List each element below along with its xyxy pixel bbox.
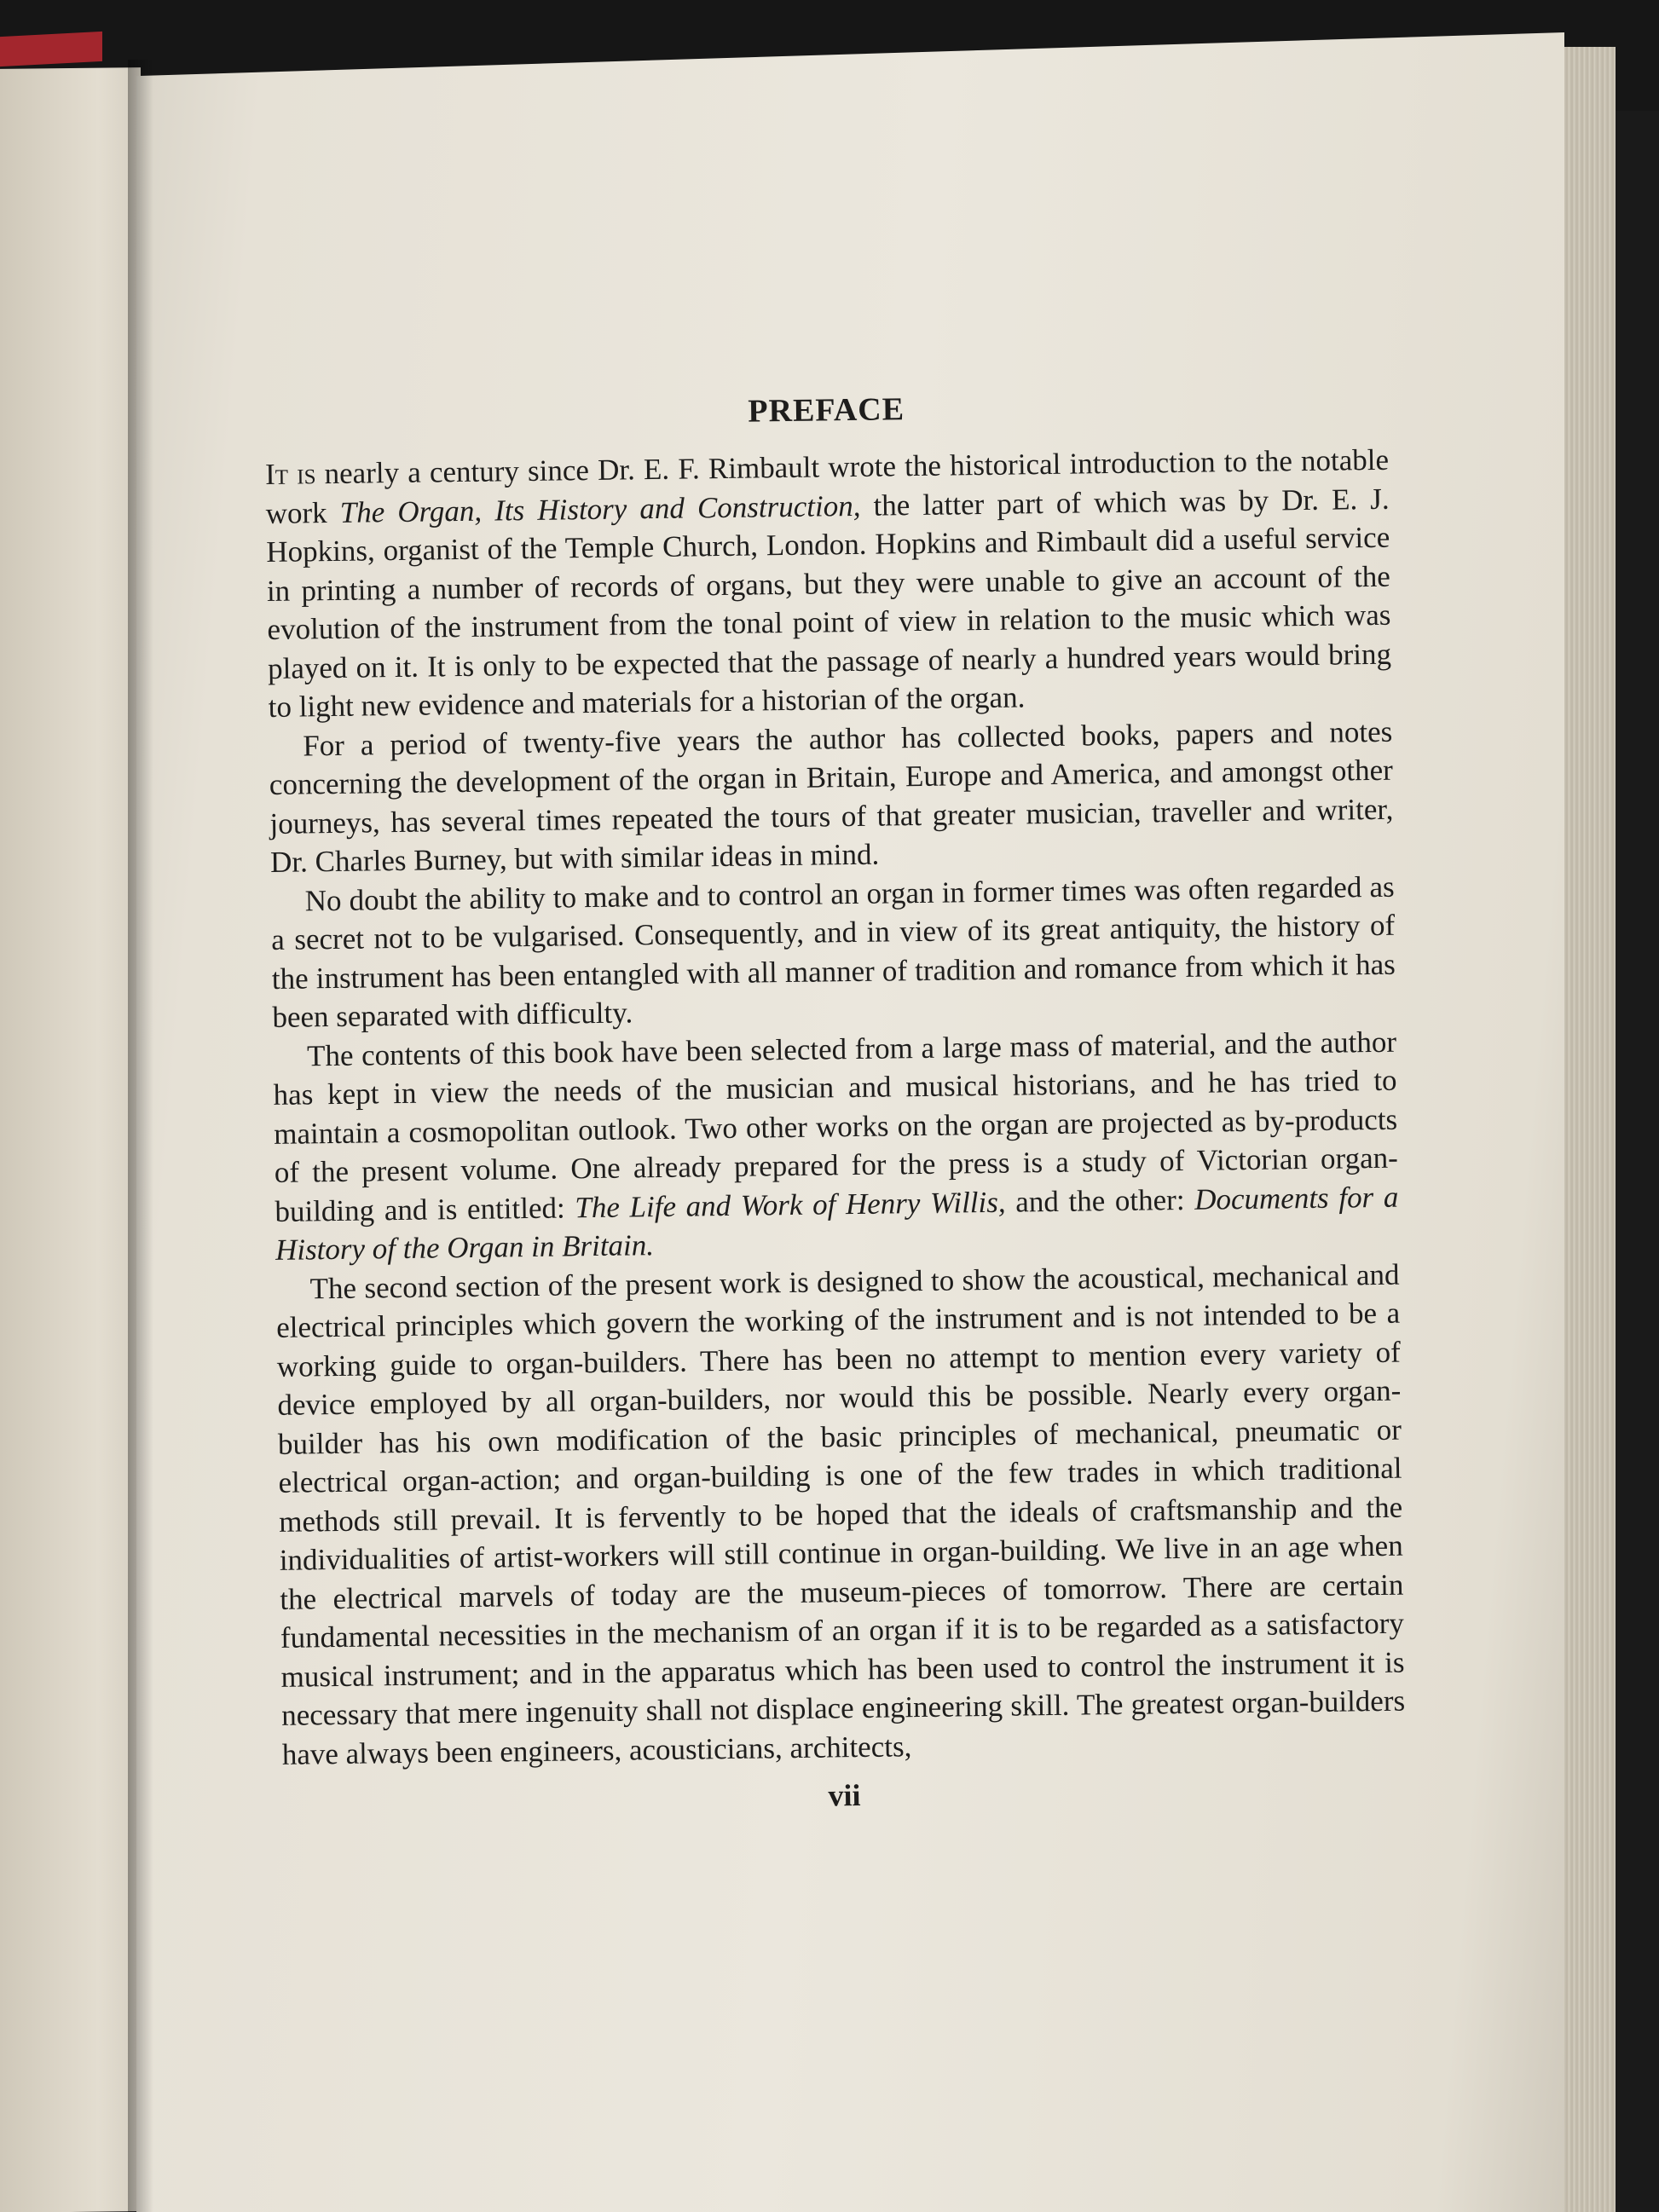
left-page [0, 67, 141, 2212]
preface-paragraph [269, 712, 1394, 881]
italic-title: The Organ, Its History and Construction, [339, 488, 861, 529]
background-edge [1616, 111, 1659, 2212]
italic-title: Documents for a History of the Organ in Britain. [275, 1180, 1399, 1267]
paragraph-lead: It is [264, 457, 316, 491]
preface-paragraph [275, 1255, 1406, 1774]
paragraph-text: and the other: [1005, 1182, 1195, 1219]
book-cover-edge [0, 32, 102, 66]
paragraph-text: nearly a century since Dr. E. F. Rimbault wrote the historical introduction to the notable work [265, 442, 1390, 530]
paragraph-text: For a period of twenty-five years the author has collected books, papers and notes concerning the development of the organ in Britain, Europe and America, and amongst other journeys, has several times repeated the tours of that greater musician, traveller and writer, Dr. Charles Burney, but with similar ideas in mind. [269, 714, 1394, 879]
page-edges [1564, 47, 1616, 2212]
paragraph-text: The contents of this book have been selected from a large mass of material, and the author has kept in view the needs of the musician and musical historians, and he has tried to maintain a cosmopolitan outlook. Two other works on the organ are projected as by-products of the present volume. One already prepared for the press is a study of Victorian organ-building and is entitled: [273, 1025, 1398, 1228]
paragraph-text: the latter part of which was by Dr. E. J. Hopkins, organist of the Temple Church, London. Hopkins and Rimbault did a useful service in printing a number of records of organs, but they were unable to give an account of the evolution of the instrument from the tonal point of view in relation to the music which was played on it. It is only to be expected that the passage of nearly a hundred years would bring to light new evidence and materials for a historian of the organ. [266, 482, 1392, 724]
page-title: PREFACE [748, 391, 905, 430]
page-text-block [264, 386, 1407, 1820]
paragraph-text: The second section of the present work is designed to show the acoustical, mechanical and electrical principles which govern the working of the instrument and is not intended to be a working guide to organ-builders. There has been no attempt to mention every variety of device employed by all organ-builders, nor would this be possible. Nearly every organ-builder has his own modification of the basic principles of mechanical, pneumatic or electrical organ-action; and organ-building is one of the few trades in which traditional methods still prevail. It is fervently to be hoped that the ideals of craftsmanship and the individualities of artist-workers will still continue in organ-building. We live in an age when the electrical marvels of today are the museum-pieces of tomorrow. There are certain fundamental necessities in the mechanism of an organ if it is to be regarded as a satisfactory musical instrument; and in the apparatus which has been used to control the instrument it is necessary that mere ingenuity shall not displace engineering skill. The greatest organ-builders have always been engineers, acousticians, architects, [275, 1257, 1406, 1771]
preface-body [265, 441, 1406, 1774]
preface-paragraph [265, 441, 1392, 727]
preface-paragraph [270, 867, 1396, 1037]
preface-paragraph [273, 1022, 1399, 1269]
spine-shadow [128, 60, 153, 2212]
page-number: vii [828, 1777, 861, 1813]
italic-title: The Life and Work of Henry Willis, [575, 1185, 1006, 1224]
paragraph-text: No doubt the ability to make and to control an organ in former times was often regarded as a secret not to be vulgarised. Consequently, and in view of its great antiquity, the history of the instrument has been entangled with all manner of tradition and romance from which it has been separated with difficulty. [271, 869, 1396, 1034]
